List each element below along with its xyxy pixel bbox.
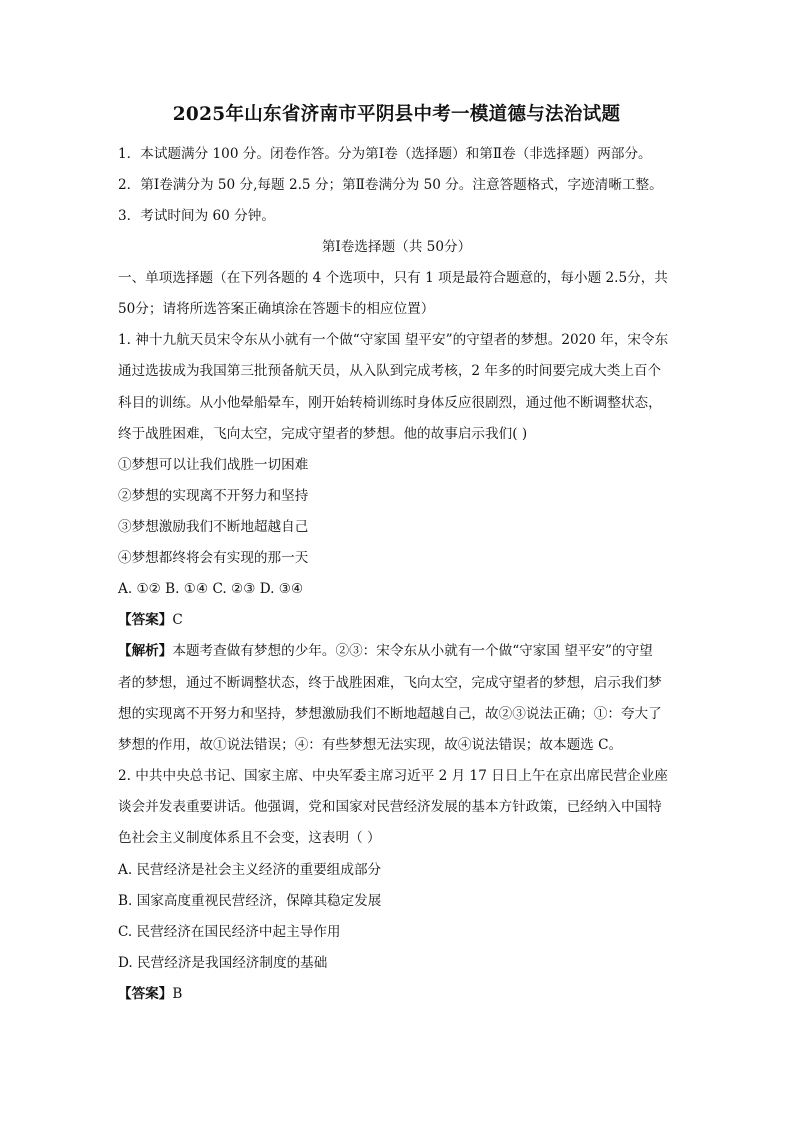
q2-stem-line-1: 2. 中共中央总书记、国家主席、中央军委主席习近平 2 月 17 日日上午在京出席民营企业座 [118, 768, 668, 784]
answer-value: B [172, 986, 183, 1002]
q1-option-3: ③梦想激励我们不断地超越自己 [118, 519, 309, 535]
q2-answer [118, 985, 678, 1003]
answer-label: 【答案】 [118, 986, 173, 1002]
q2-option-a: A. 民营经济是社会主义经济的重要组成部分 [118, 862, 382, 878]
q1-analysis-line-2: 者的梦想，通过不断调整状态，终于战胜困难，飞向太空，完成守望者的梦想，启示我们梦 [118, 675, 662, 691]
instruction-2: 2．第Ⅰ卷满分为 50 分,每题 2.5 分；第Ⅱ卷满分为 50 分。注意答题格式，字迹清晰工整。 [118, 177, 663, 193]
q1-stem-line-4: 终于战胜困难，飞向太空，完成守望者的梦想。他的故事启示我们( ) [118, 426, 528, 442]
q2-stem-line-3: 色社会主义制度体系且不会变，这表明（ ） [118, 830, 381, 846]
q1-analysis-line-3: 想的实现离不开努力和坚持，梦想激励我们不断地超越自己，故②③说法正确；①：夸大了 [118, 706, 662, 722]
page-title: 2025年山东省济南市平阴县中考一模道德与法治试题 [172, 104, 621, 125]
instruction-3: 3．考试时间为 60 分钟。 [118, 208, 275, 224]
analysis-text: 本题考查做有梦想的少年。②③：宋令东从小就有一个做“守家国 望平安”的守望 [172, 643, 653, 659]
q2-option-d: D. 民营经济是我国经济制度的基础 [118, 955, 328, 971]
part-heading-line-2: 50分；请将所选答案正确填涂在答题卡的相应位置） [118, 301, 435, 317]
section-title: 第Ⅰ卷选择题（共 50分） [321, 239, 472, 255]
answer-value: C [172, 612, 183, 628]
q2-stem-line-2: 谈会并发表重要讲话。他强调，党和国家对民营经济发展的基本方针政策，已经纳入中国特 [118, 799, 662, 815]
q1-option-1: ①梦想可以让我们战胜一切困难 [118, 457, 309, 473]
q1-stem-line-1: 1. 神十九航天员宋令东从小就有一个做“守家国 望平安”的守望者的梦想。2020 年，宋令东 [118, 332, 669, 348]
instruction-1: 1．本试题满分 100 分。闭卷作答。分为第Ⅰ卷（选择题）和第Ⅱ卷（非选择题）两部分。 [118, 146, 652, 162]
q1-answer [118, 611, 678, 629]
q1-option-4: ④梦想都终将会有实现的那一天 [118, 550, 309, 566]
q1-option-2: ②梦想的实现离不开努力和坚持 [118, 488, 309, 504]
q1-stem-line-3: 科目的训练。从小他晕船晕车，刚开始转椅训练时身体反应很剧烈，通过他不断调整状态， [118, 395, 662, 411]
q2-option-c: C. 民营经济在国民经济中起主导作用 [118, 924, 341, 940]
q1-choices: A. ①② B. ①④ C. ②③ D. ③④ [118, 581, 304, 597]
part-heading-line-1: 一、单项选择题（在下列各题的 4 个选项中，只有 1 项是最符合题意的，每小题 2.5分，共 [118, 270, 668, 286]
answer-label: 【答案】 [118, 612, 173, 628]
analysis-label: 【解析】 [118, 643, 173, 659]
q2-option-b: B. 国家高度重视民营经济，保障其稳定发展 [118, 893, 382, 909]
q1-analysis-line-4: 梦想的作用，故①说法错误；④：有些梦想无法实现，故④说法错误；故本题选 C。 [118, 737, 623, 753]
q1-analysis-line-1 [118, 642, 678, 660]
q1-stem-line-2: 通过选拔成为我国第三批预备航天员，从入队到完成考核，2 年多的时间要完成大类上百个 [118, 363, 662, 379]
